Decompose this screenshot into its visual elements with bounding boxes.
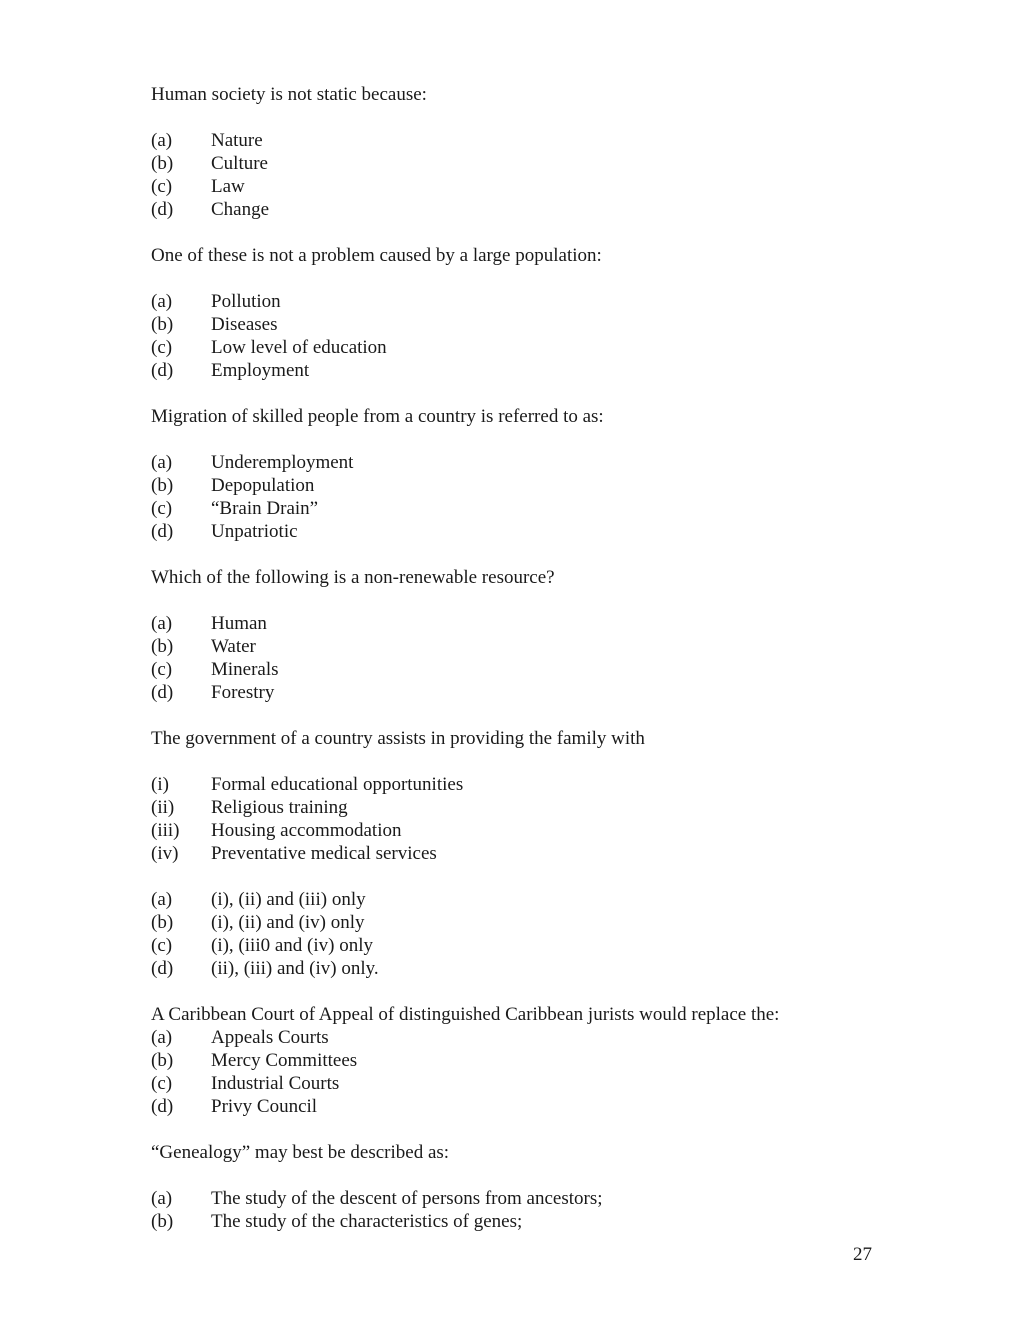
question-text: Migration of skilled people from a country is referred to as: (151, 406, 604, 427)
option-text: Diseases (211, 314, 278, 335)
option-d (151, 198, 881, 221)
question-text: One of these is not a problem caused by a large population: (151, 245, 602, 266)
option-label: (d) (151, 360, 174, 381)
option-a (151, 888, 881, 911)
statement-iii (151, 819, 881, 842)
statement-ii (151, 796, 881, 819)
option-label: (d) (151, 682, 174, 703)
question-text: “Genealogy” may best be described as: (151, 1142, 450, 1163)
option-label: (a) (151, 1027, 173, 1048)
option-b (151, 474, 881, 497)
option-text: Industrial Courts (211, 1073, 340, 1094)
option-text: Mercy Committees (211, 1050, 358, 1071)
option-label: (a) (151, 889, 173, 910)
statement-text: Formal educational opportunities (211, 774, 464, 795)
option-text: Minerals (211, 659, 279, 680)
option-c (151, 336, 881, 359)
statement-label: (ii) (151, 797, 175, 818)
option-b (151, 152, 881, 175)
option-label: (d) (151, 521, 174, 542)
option-label: (c) (151, 935, 173, 956)
option-label: (b) (151, 153, 174, 174)
question-text: Which of the following is a non-renewable resource? (151, 567, 555, 588)
option-a (151, 1187, 881, 1210)
option-label: (c) (151, 337, 173, 358)
option-text: Low level of education (211, 337, 387, 358)
option-c (151, 658, 881, 681)
option-d (151, 1095, 881, 1118)
option-label: (d) (151, 199, 174, 220)
option-d (151, 681, 881, 704)
option-text: Change (211, 199, 270, 220)
option-c (151, 934, 881, 957)
document-page (151, 83, 881, 1256)
option-text: Privy Council (211, 1096, 318, 1117)
option-text: Depopulation (211, 475, 315, 496)
option-label: (a) (151, 291, 173, 312)
option-label: (a) (151, 130, 173, 151)
option-text: Appeals Courts (211, 1027, 329, 1048)
option-label: (c) (151, 498, 173, 519)
option-b (151, 313, 881, 336)
option-text: Forestry (211, 682, 275, 703)
option-label: (a) (151, 613, 173, 634)
option-label: (b) (151, 314, 174, 335)
statement-i (151, 773, 881, 796)
option-text: Culture (211, 153, 268, 174)
option-text: The study of the descent of persons from ancestors; (211, 1188, 603, 1209)
option-text: (i), (ii) and (iii) only (211, 889, 366, 910)
option-b (151, 1210, 881, 1233)
question-text: The government of a country assists in providing the family with (151, 728, 645, 749)
question-text: A Caribbean Court of Appeal of distinguished Caribbean jurists would replace the: (151, 1004, 780, 1025)
option-c (151, 497, 881, 520)
option-text: Employment (211, 360, 310, 381)
statement-text: Religious training (211, 797, 348, 818)
statement-label: (iv) (151, 843, 179, 864)
option-text: “Brain Drain” (211, 498, 319, 519)
option-text: (i), (ii) and (iv) only (211, 912, 365, 933)
option-text: Unpatriotic (211, 521, 298, 542)
statement-iv (151, 842, 881, 865)
option-c (151, 175, 881, 198)
option-label: (b) (151, 1050, 174, 1071)
option-text: Human (211, 613, 267, 634)
option-text: (i), (iii0 and (iv) only (211, 935, 373, 956)
statement-label: (iii) (151, 820, 180, 841)
question-1 (151, 83, 881, 221)
option-a (151, 290, 881, 313)
statement-text: Preventative medical services (211, 843, 437, 864)
option-b (151, 911, 881, 934)
option-d (151, 520, 881, 543)
statement-text: Housing accommodation (211, 820, 402, 841)
page-number: 27 (853, 1244, 872, 1265)
option-c (151, 1072, 881, 1095)
option-label: (c) (151, 1073, 173, 1094)
option-a (151, 612, 881, 635)
option-label: (b) (151, 636, 174, 657)
option-label: (b) (151, 912, 174, 933)
option-label: (d) (151, 1096, 174, 1117)
statement-label: (i) (151, 774, 169, 795)
option-a (151, 451, 881, 474)
option-label: (a) (151, 1188, 173, 1209)
option-b (151, 1049, 881, 1072)
option-label: (c) (151, 176, 173, 197)
question-6 (151, 1003, 881, 1118)
option-label: (c) (151, 659, 173, 680)
option-label: (d) (151, 958, 174, 979)
question-2 (151, 244, 881, 382)
question-text: Human society is not static because: (151, 84, 427, 105)
option-b (151, 635, 881, 658)
option-text: (ii), (iii) and (iv) only. (211, 958, 379, 979)
option-text: Pollution (211, 291, 281, 312)
question-5 (151, 727, 881, 980)
option-text: Water (211, 636, 256, 657)
option-label: (b) (151, 475, 174, 496)
question-4 (151, 566, 881, 704)
option-text: The study of the characteristics of genes; (211, 1211, 523, 1232)
option-text: Law (211, 176, 245, 197)
option-d (151, 957, 881, 980)
option-label: (b) (151, 1211, 174, 1232)
question-3 (151, 405, 881, 543)
option-text: Nature (211, 130, 263, 151)
question-7 (151, 1141, 881, 1233)
option-label: (a) (151, 452, 173, 473)
option-a (151, 129, 881, 152)
option-a (151, 1026, 881, 1049)
option-text: Underemployment (211, 452, 354, 473)
option-d (151, 359, 881, 382)
